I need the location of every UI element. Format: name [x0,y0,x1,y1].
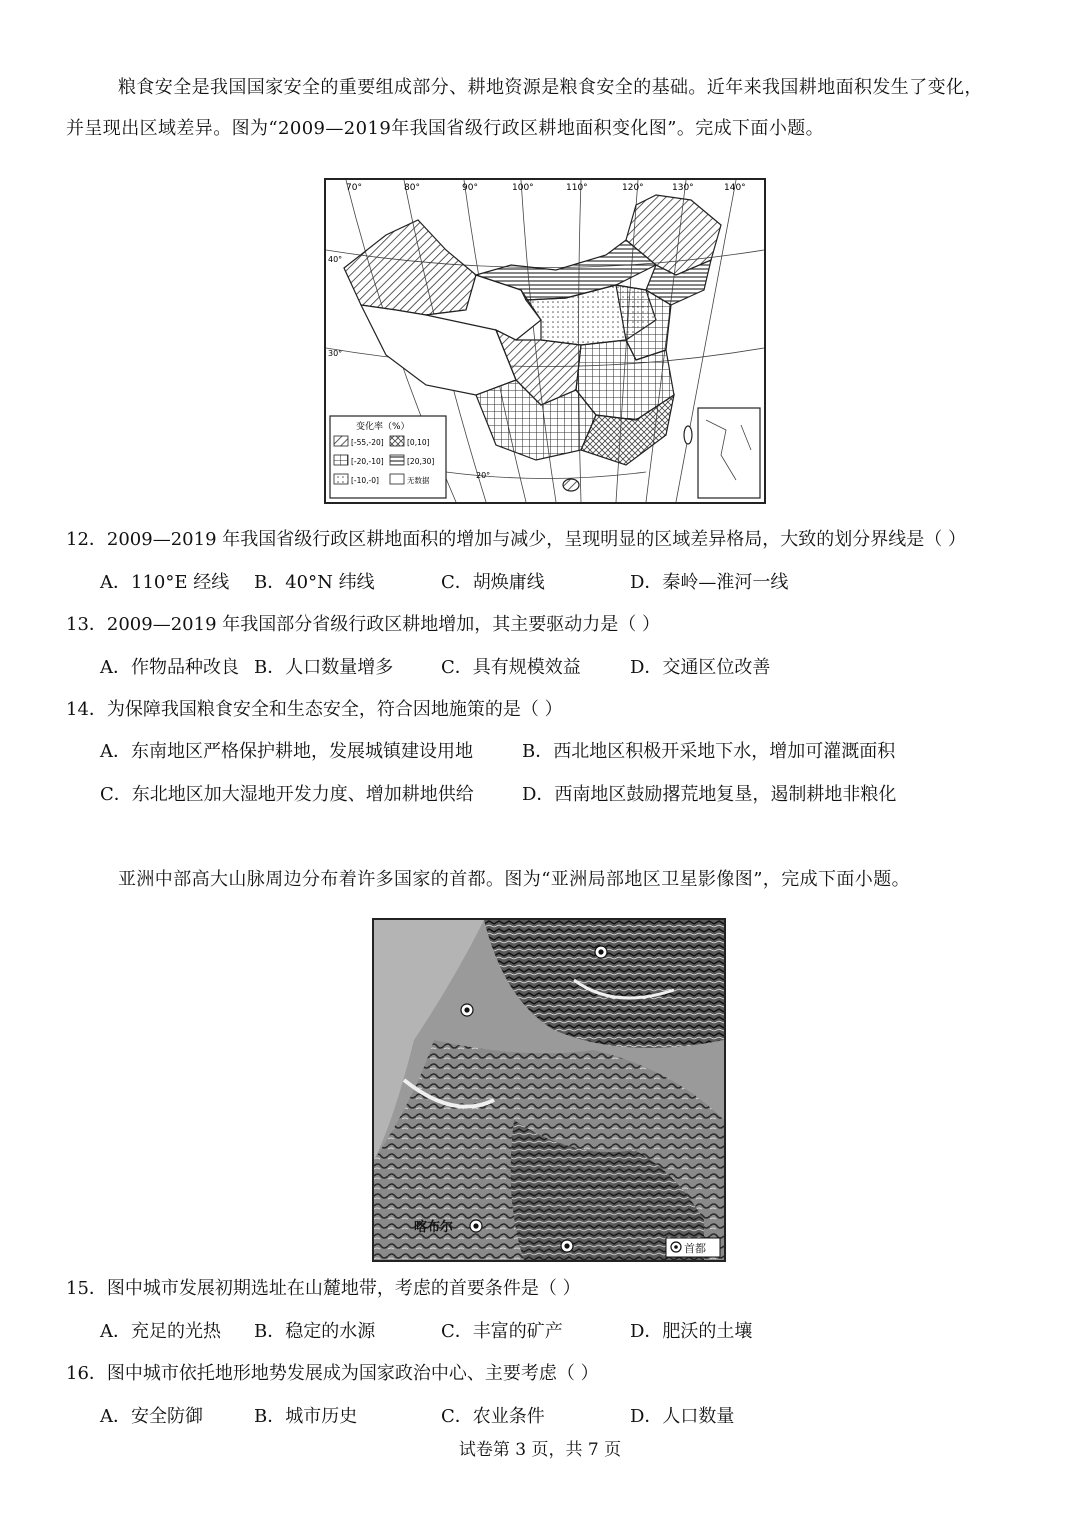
option-a: A．充足的光热 [100,1321,221,1342]
option-b: B．城市历史 [254,1406,358,1427]
lon-label: 100° [512,183,534,193]
lon-label: 90° [462,183,478,193]
lat-label: 20° [476,471,491,480]
map-legend [330,416,446,498]
lon-label: 70° [346,183,362,193]
intro-paragraph-line-2: 并呈现出区域差异。图为“2009—2019年我国省级行政区耕地面积变化图”。完成下面小题。 [66,118,825,139]
south-china-sea-inset [698,408,760,498]
option-d: D．人口数量 [630,1406,735,1427]
option-b: B．西北地区积极开采地下水，增加可灌溉面积 [522,741,896,762]
option-c: C．东北地区加大湿地开发力度、增加耕地供给 [100,784,474,805]
city-label-kabul: 喀布尔 [414,1220,454,1235]
lon-label: 110° [566,183,588,193]
legend-title: 变化率（%） [356,422,410,432]
option-c: C．胡焕庸线 [441,572,545,593]
question-12-stem: 12．2009—2019 年我国省级行政区耕地面积的增加与减少，呈现明显的区域差异格局，大致的划分界线是（ ） [66,529,966,550]
legend-item: [-20,-10] [351,457,384,466]
lon-label: 80° [404,183,420,193]
option-b: B．稳定的水源 [254,1321,376,1342]
intro-paragraph-2: 亚洲中部高大山脉周边分布着许多国家的首都。图为“亚洲局部地区卫星影像图”，完成下面小题。 [118,869,910,890]
lon-label: 130° [672,183,694,193]
page-footer: 试卷第 3 页，共 7 页 [458,1440,622,1460]
legend-item: [20,30] [407,457,435,466]
question-16-stem: 16．图中城市依托地形地势发展成为国家政治中心、主要考虑（ ） [66,1363,599,1384]
option-d: D．肥沃的土壤 [630,1321,753,1342]
lon-label: 120° [622,183,644,193]
intro-paragraph-line-1: 粮食安全是我国国家安全的重要组成部分、耕地资源是粮食安全的基础。近年来我国耕地面积发生了变化， [118,77,983,98]
option-d: D．秦岭—淮河一线 [630,572,789,593]
option-b: B．40°N 纬线 [254,572,375,593]
option-b: B．人口数量增多 [254,657,394,678]
option-a: A．作物品种改良 [100,657,239,678]
option-c: C．丰富的矿产 [441,1321,563,1342]
option-c: C．具有规模效益 [441,657,581,678]
legend-item: 无数据 [407,476,430,485]
question-15-stem: 15．图中城市发展初期选址在山麓地带，考虑的首要条件是（ ） [66,1278,581,1299]
legend-item: [0,10] [407,438,430,447]
option-a: A．110°E 经线 [100,572,230,593]
option-c: C．农业条件 [441,1406,545,1427]
option-d: D．西南地区鼓励撂荒地复垦，遏制耕地非粮化 [522,784,897,805]
question-13-stem: 13．2009—2019 年我国部分省级行政区耕地增加，其主要驱动力是（ ） [66,614,660,635]
china-farmland-change-map [324,178,766,504]
legend-item: [-10,-0] [351,476,379,485]
legend-item: [-55,-20] [351,438,384,447]
lat-label: 30° [328,349,343,358]
question-14-stem: 14．为保障我国粮食安全和生态安全，符合因地施策的是（ ） [66,699,563,720]
asia-satellite-image [372,918,726,1262]
option-a: A．东南地区严格保护耕地，发展城镇建设用地 [100,741,473,762]
legend-capital-label: 首都 [684,1242,706,1255]
option-a: A．安全防御 [100,1406,203,1427]
option-d: D．交通区位改善 [630,657,771,678]
lat-label: 40° [328,255,343,264]
lon-label: 140° [724,183,746,193]
